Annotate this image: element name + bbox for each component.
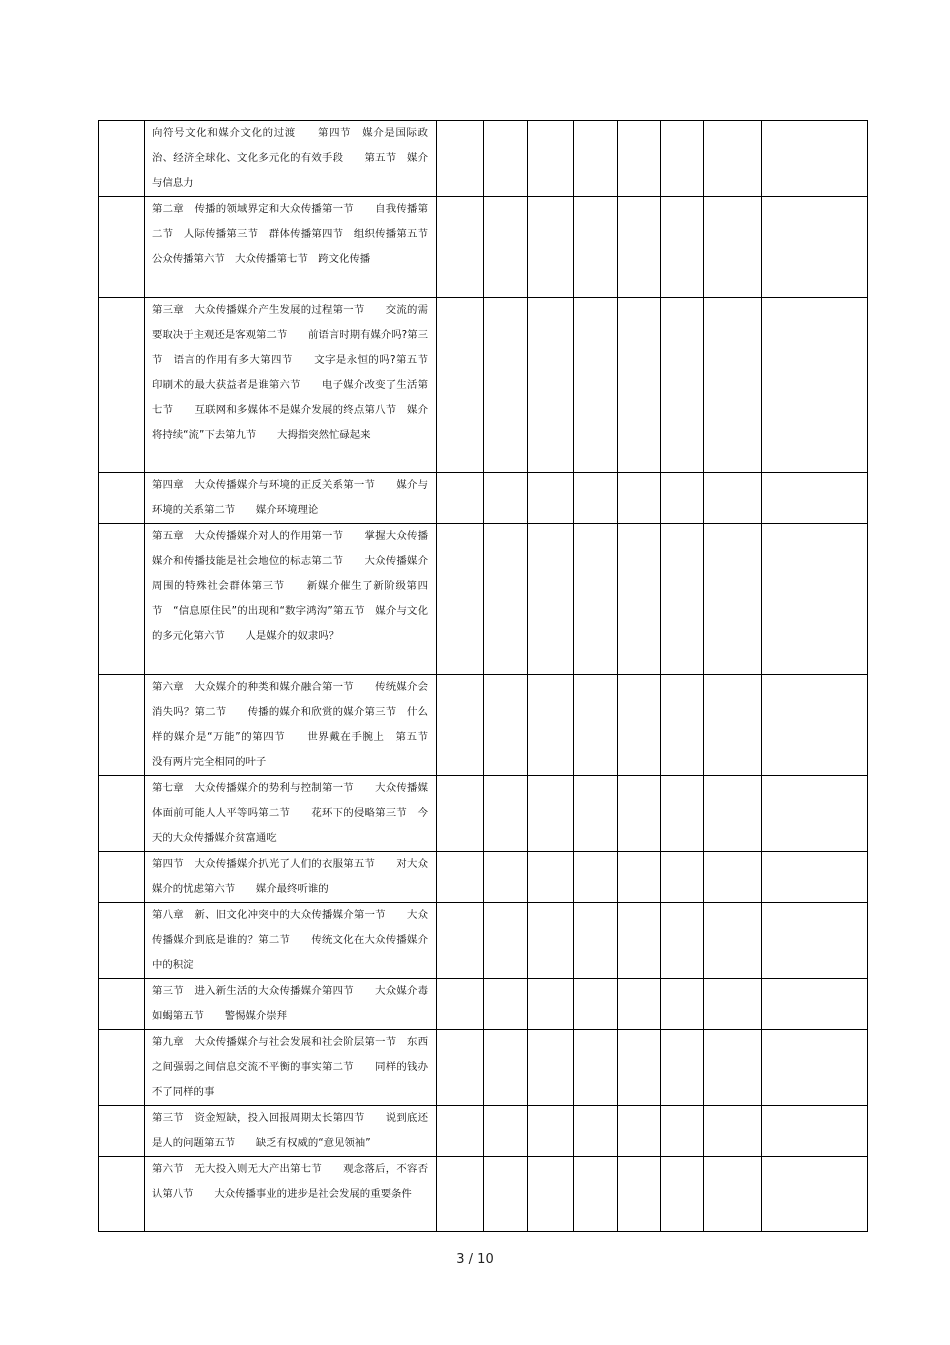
blank-cell [574,675,618,776]
table-row [99,121,868,197]
blank-cell [618,1157,661,1232]
blank-cell [528,473,574,524]
table-row [99,903,868,979]
chapter-content-cell [145,852,437,903]
blank-cell [484,473,528,524]
table-body [99,121,868,1232]
blank-cell [99,524,145,675]
blank-cell [661,979,704,1030]
blank-cell [484,1157,528,1232]
blank-cell [574,121,618,197]
blank-cell [762,473,868,524]
blank-cell [484,776,528,852]
syllabus-table [98,120,868,1232]
blank-cell [762,1157,868,1232]
chapter-content-text: 第九章 大众传播媒介与社会发展和社会阶层第一节 东西之间强弱之间信息交流不平衡的事实第二节 同样的钱办不了同样的事 [152,1036,428,1098]
blank-cell [484,197,528,298]
blank-cell [574,473,618,524]
blank-cell [484,852,528,903]
blank-cell [704,776,762,852]
blank-cell [484,1106,528,1157]
blank-cell [618,852,661,903]
blank-cell [99,197,145,298]
chapter-content-cell [145,1157,437,1232]
blank-cell [528,121,574,197]
blank-cell [437,298,484,473]
chapter-content-cell [145,776,437,852]
blank-cell [484,298,528,473]
table-row [99,298,868,473]
blank-cell [484,675,528,776]
page-number: 3 / 10 [456,1252,494,1267]
blank-cell [528,1106,574,1157]
blank-cell [618,979,661,1030]
blank-cell [437,1157,484,1232]
blank-cell [661,473,704,524]
blank-cell [762,1106,868,1157]
blank-cell [574,1030,618,1106]
blank-cell [528,1030,574,1106]
blank-cell [618,1106,661,1157]
blank-cell [661,1157,704,1232]
blank-cell [704,1106,762,1157]
blank-cell [528,675,574,776]
blank-cell [99,776,145,852]
blank-cell [528,852,574,903]
chapter-content-cell [145,197,437,298]
blank-cell [484,979,528,1030]
blank-cell [99,1106,145,1157]
chapter-content-cell [145,903,437,979]
blank-cell [618,473,661,524]
blank-cell [574,197,618,298]
blank-cell [661,675,704,776]
chapter-content-text: 第三章 大众传播媒介产生发展的过程第一节 交流的需要取决于主观还是客观第二节 前语言时期有媒介吗?第三节 语言的作用有多大第四节 文字是永恒的吗?第五节 印刷术的最大获益者是谁第六节 电子媒介改变了生活第七节 互联网和多媒体不是媒介发展的终点第八节 媒介将持续“流”下去第九节 大拇指突然忙碌起来 [152,304,439,441]
blank-cell [618,197,661,298]
blank-cell [99,852,145,903]
table-row [99,524,868,675]
blank-cell [484,903,528,979]
blank-cell [574,979,618,1030]
table-row [99,979,868,1030]
blank-cell [437,675,484,776]
blank-cell [437,979,484,1030]
blank-cell [704,473,762,524]
chapter-content-text: 第五章 大众传播媒介对人的作用第一节 掌握大众传播媒介和传播技能是社会地位的标志第二节 大众传播媒介周围的特殊社会群体第三节 新媒介催生了新阶级第四节 “信息原住民”的出现和“数字鸿沟”第五节 媒介与文化的多元化第六节 人是媒介的奴隶吗？ [152,530,428,642]
blank-cell [99,298,145,473]
blank-cell [437,903,484,979]
blank-cell [574,524,618,675]
blank-cell [661,1106,704,1157]
chapter-content-text: 第四节 大众传播媒介扒光了人们的衣服第五节 对大众媒介的忧虑第六节 媒介最终听谁的 [152,858,428,895]
table-row [99,776,868,852]
blank-cell [618,524,661,675]
blank-cell [762,298,868,473]
table-row [99,197,868,298]
table-row [99,1157,868,1232]
blank-cell [99,979,145,1030]
chapter-content-cell [145,524,437,675]
chapter-content-cell [145,979,437,1030]
blank-cell [528,979,574,1030]
blank-cell [437,121,484,197]
table-row [99,473,868,524]
blank-cell [528,1157,574,1232]
blank-cell [528,197,574,298]
blank-cell [704,197,762,298]
blank-cell [437,524,484,675]
table-row [99,1106,868,1157]
blank-cell [437,852,484,903]
blank-cell [704,903,762,979]
chapter-content-cell [145,1030,437,1106]
blank-cell [661,903,704,979]
chapter-content-text: 第四章 大众传播媒介与环境的正反关系第一节 媒介与环境的关系第二节 媒介环境理论 [152,479,428,516]
blank-cell [661,524,704,675]
blank-cell [704,675,762,776]
chapter-content-text: 第七章 大众传播媒介的势利与控制第一节 大众传播媒体面前可能人人平等吗第二节 花环下的侵略第三节 今天的大众传播媒介贫富通吃 [152,782,428,844]
chapter-content-text: 第三节 进入新生活的大众传播媒介第四节 大众媒介毒如蝎第五节 警惕媒介崇拜 [152,985,428,1022]
blank-cell [99,903,145,979]
chapter-content-cell [145,1106,437,1157]
blank-cell [437,776,484,852]
blank-cell [574,1157,618,1232]
blank-cell [574,776,618,852]
blank-cell [661,1030,704,1106]
blank-cell [762,852,868,903]
blank-cell [574,298,618,473]
blank-cell [661,197,704,298]
blank-cell [437,1106,484,1157]
blank-cell [704,1030,762,1106]
blank-cell [762,979,868,1030]
blank-cell [99,473,145,524]
blank-cell [484,1030,528,1106]
blank-cell [618,675,661,776]
blank-cell [704,1157,762,1232]
blank-cell [704,524,762,675]
blank-cell [704,121,762,197]
blank-cell [661,121,704,197]
blank-cell [99,121,145,197]
blank-cell [528,298,574,473]
blank-cell [437,473,484,524]
blank-cell [762,197,868,298]
blank-cell [618,903,661,979]
blank-cell [618,1030,661,1106]
blank-cell [661,852,704,903]
chapter-content-cell [145,675,437,776]
chapter-content-text: 向符号文化和媒介文化的过渡 第四节 媒介是国际政治、经济全球化、文化多元化的有效手段 第五节 媒介与信息力 [152,127,428,189]
blank-cell [618,776,661,852]
blank-cell [528,903,574,979]
blank-cell [762,776,868,852]
table-row [99,852,868,903]
blank-cell [574,903,618,979]
blank-cell [704,979,762,1030]
blank-cell [618,121,661,197]
blank-cell [762,524,868,675]
blank-cell [484,524,528,675]
chapter-content-cell [145,298,437,473]
blank-cell [484,121,528,197]
blank-cell [762,903,868,979]
blank-cell [99,675,145,776]
chapter-content-text: 第六章 大众媒介的种类和媒介融合第一节 传统媒介会消失吗？第二节 传播的媒介和欣赏的媒介第三节 什么样的媒介是“万能”的第四节 世界戴在手腕上 第五节 没有两片完全相同的叶子 [152,681,439,768]
blank-cell [704,852,762,903]
blank-cell [618,298,661,473]
blank-cell [99,1030,145,1106]
chapter-content-text: 第二章 传播的领域界定和大众传播第一节 自我传播第二节 人际传播第三节 群体传播第四节 组织传播第五节 公众传播第六节 大众传播第七节 跨文化传播 [152,203,439,265]
blank-cell [528,776,574,852]
blank-cell [574,1106,618,1157]
chapter-content-text: 第八章 新、旧文化冲突中的大众传播媒介第一节 大众传播媒介到底是谁的？第二节 传统文化在大众传播媒介中的积淀 [152,909,428,971]
table-row [99,675,868,776]
chapter-content-cell [145,121,437,197]
blank-cell [437,197,484,298]
table-row [99,1030,868,1106]
blank-cell [661,298,704,473]
blank-cell [762,121,868,197]
blank-cell [99,1157,145,1232]
chapter-content-text: 第三节 资金短缺，投入回报周期太长第四节 说到底还是人的问题第五节 缺乏有权威的“意见领袖” [152,1112,428,1149]
blank-cell [528,524,574,675]
blank-cell [437,1030,484,1106]
chapter-content-text: 第六节 无大投入则无大产出第七节 观念落后，不容否认第八节 大众传播事业的进步是社会发展的重要条件 [152,1163,428,1200]
blank-cell [574,852,618,903]
blank-cell [762,675,868,776]
blank-cell [661,776,704,852]
chapter-content-cell [145,473,437,524]
blank-cell [704,298,762,473]
blank-cell [762,1030,868,1106]
